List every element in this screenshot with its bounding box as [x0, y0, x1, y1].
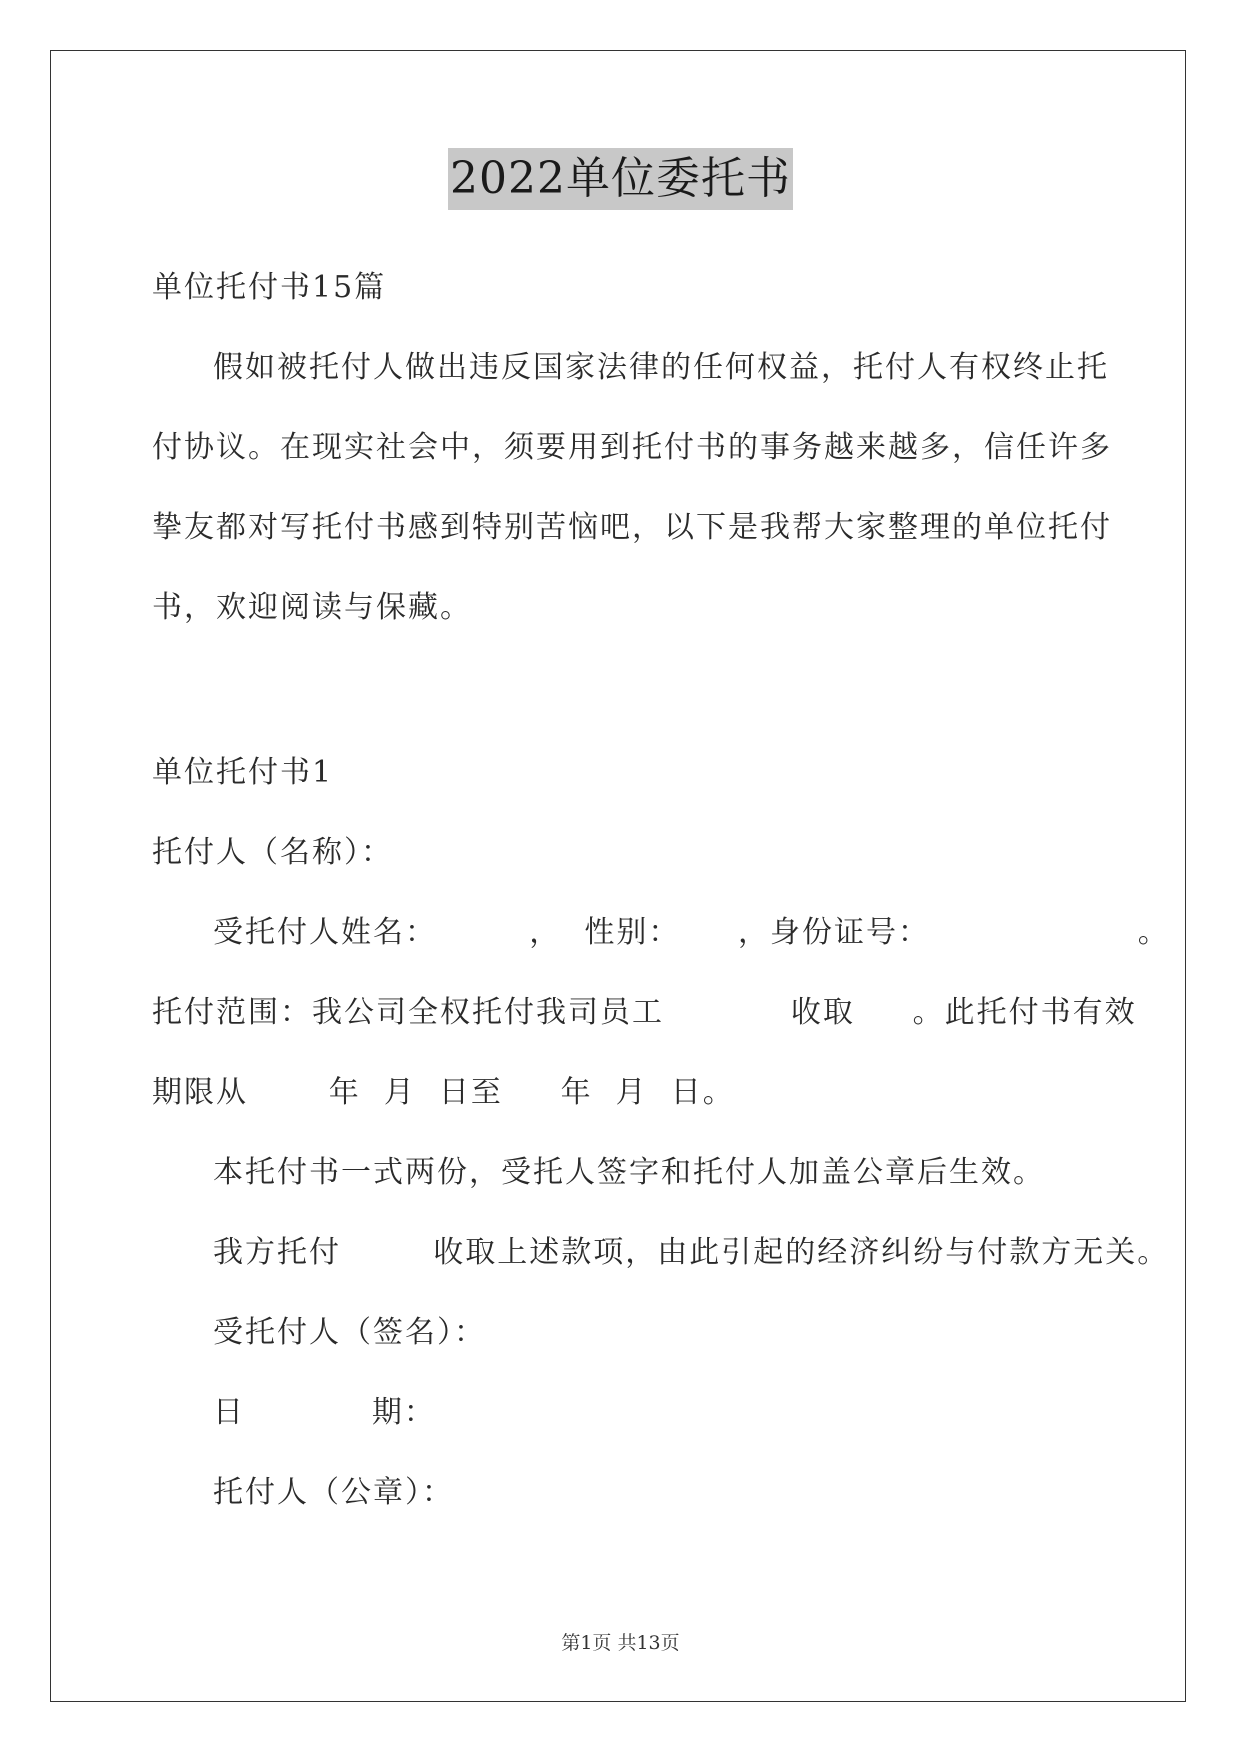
- body-line-copies: 本托付书一式两份，受托人签字和托付人加盖公章后生效。: [213, 1155, 1045, 1190]
- page-footer: 第1页 共13页: [561, 1632, 680, 1654]
- document-title: 2022单位委托书: [448, 148, 793, 210]
- body-line-authorization: 我方托付 收取上述款项，由此引起的经济纠纷与付款方无关。: [213, 1235, 1170, 1270]
- body-line-trustee-signature: 受托付人（签名）：: [213, 1315, 486, 1350]
- intro-line-4: 书，欢迎阅读与保藏。: [152, 590, 472, 625]
- body-line-period: 期限从 年 月 日至 年 月 日。: [152, 1075, 735, 1110]
- body-line-date: 日 期：: [213, 1395, 436, 1430]
- body-line-principal-seal: 托付人（公章）：: [213, 1475, 454, 1510]
- intro-line-2: 付协议。在现实社会中，须要用到托付书的事务越来越多，信任许多: [152, 430, 1112, 465]
- intro-line-3: 挚友都对写托付书感到特别苦恼吧，以下是我帮大家整理的单位托付: [152, 510, 1112, 545]
- body-line-principal: 托付人（名称）：: [152, 835, 393, 870]
- section-heading: 单位托付书1: [152, 755, 334, 790]
- title-container: [0, 148, 1241, 210]
- body-line-scope: 托付范围：我公司全权托付我司员工 收取 。此托付书有效: [152, 995, 1137, 1030]
- intro-line-1: 假如被托付人做出违反国家法律的任何权益，托付人有权终止托: [213, 350, 1109, 385]
- body-line-trustee-info: 受托付人姓名： ， 性别： ，身份证号： 。: [213, 915, 1170, 950]
- subtitle: 单位托付书15篇: [152, 270, 387, 305]
